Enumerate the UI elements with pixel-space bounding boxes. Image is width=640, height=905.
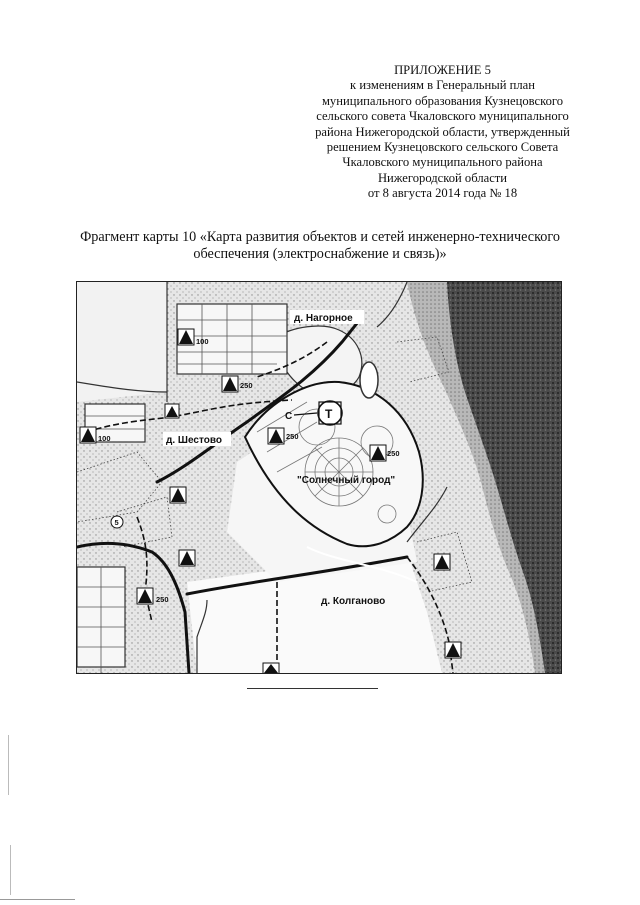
map-caption-line: обеспечения (электроснабжение и связь)» bbox=[193, 246, 447, 262]
numbered-point-text: 5 bbox=[114, 518, 119, 527]
map-caption bbox=[30, 229, 610, 263]
appendix-line: сельского совета Чкаловского муниципального bbox=[316, 109, 569, 124]
capacity-label: 250 bbox=[240, 381, 253, 390]
scan-footer-mark bbox=[0, 899, 75, 900]
pond-oval bbox=[360, 362, 378, 398]
label-solnechny-text: "Солнечный город" bbox=[297, 475, 396, 486]
transformer-shestovo-south bbox=[170, 487, 186, 503]
appendix-header bbox=[290, 63, 595, 202]
map-canvas bbox=[77, 282, 561, 673]
capacity-label: 250 bbox=[286, 432, 299, 441]
capacity-label: 100 bbox=[98, 434, 111, 443]
label-nagornoe bbox=[290, 310, 364, 324]
transformer-kolganovo-east bbox=[445, 642, 461, 658]
appendix-line: решением Кузнецовского сельского Совета bbox=[326, 140, 559, 155]
appendix-title: ПРИЛОЖЕНИЕ 5 bbox=[394, 63, 491, 77]
appendix-date: от 8 августа 2014 года № 18 bbox=[367, 186, 518, 201]
transformer-east-shore bbox=[434, 554, 450, 570]
appendix-line: Нижегородской области bbox=[377, 170, 508, 185]
numbered-point bbox=[111, 516, 123, 528]
appendix-line: Чкаловского муниципального района bbox=[342, 155, 543, 170]
transformer-bottom-center bbox=[263, 663, 279, 673]
telecom-station bbox=[318, 401, 342, 425]
appendix-line: муниципального образования Кузнецовского bbox=[321, 93, 564, 108]
substation-marker-text: С bbox=[285, 411, 293, 422]
scan-margin-mark bbox=[10, 845, 11, 895]
capacity-label: 100 bbox=[196, 337, 209, 346]
capacity-label: 250 bbox=[156, 595, 169, 604]
map-caption-line: Фрагмент карты 10 «Карта развития объектов и сетей инженерно-технического bbox=[80, 229, 560, 245]
label-shestovo bbox=[163, 432, 231, 446]
telecom-symbol-text: Т bbox=[325, 407, 333, 421]
label-nagornoe-text: д. Нагорное bbox=[294, 313, 353, 324]
label-solnechny bbox=[297, 475, 395, 486]
divider-line bbox=[247, 688, 378, 689]
capacity-label: 250 bbox=[387, 449, 400, 458]
scan-margin-mark bbox=[8, 735, 9, 795]
map-fragment bbox=[76, 281, 562, 674]
label-kolganovo-text: д. Колганово bbox=[321, 596, 386, 607]
transformer-shestovo-small bbox=[165, 404, 179, 418]
label-kolganovo bbox=[321, 596, 385, 607]
appendix-line: к изменениям в Генеральный план bbox=[350, 78, 535, 93]
transformer-center-south bbox=[179, 550, 195, 566]
appendix-line: района Нижегородской области, утвержденный bbox=[315, 124, 570, 139]
label-shestovo-text: д. Шестово bbox=[166, 435, 222, 446]
